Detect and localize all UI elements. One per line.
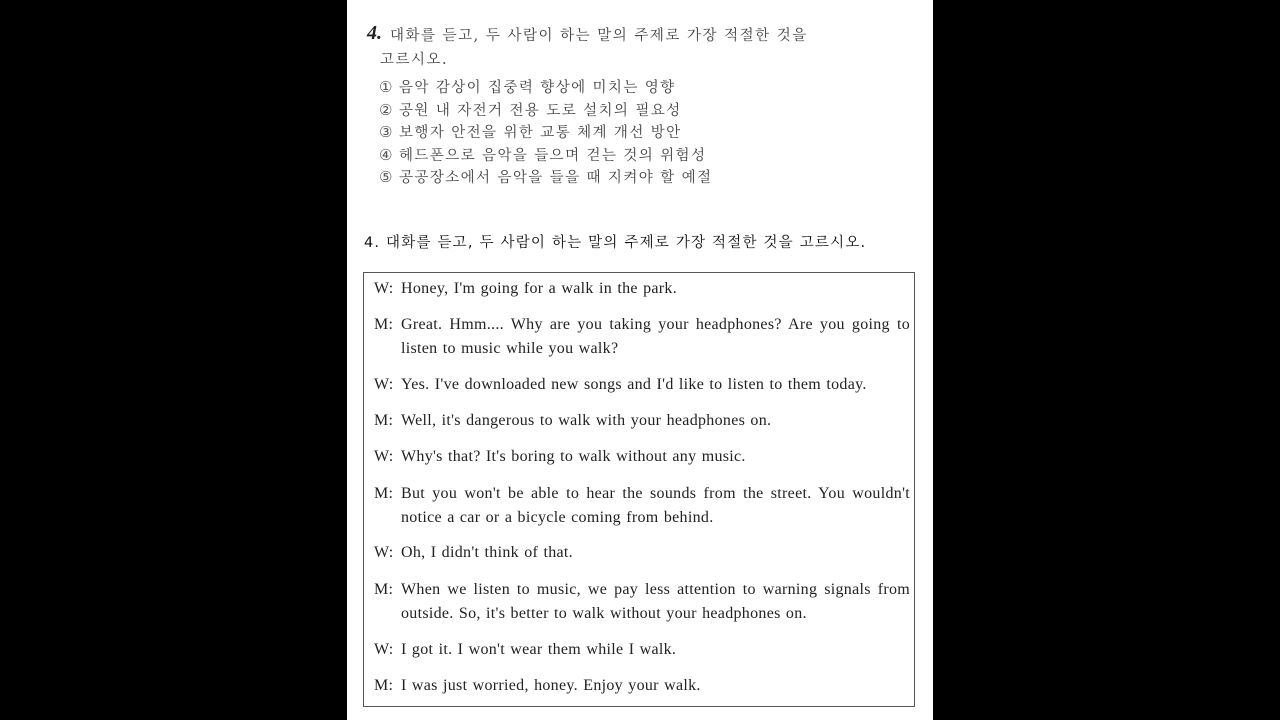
choice-text: 공공장소에서 음악을 들을 때 지켜야 할 예절 (399, 170, 713, 186)
utterance-text: I got it. I won't wear them while I walk. (401, 641, 677, 658)
choice-3 (379, 121, 712, 144)
choice-text: 헤드폰으로 음악을 들으며 걷는 것의 위험성 (399, 147, 707, 164)
choice-text: 공원 내 자전거 전용 도로 설치의 필요성 (399, 102, 682, 119)
utterance-text: When we listen to music, we pay less attention to warning signals from outside. So, it's better to walk without your headphones on. (401, 581, 910, 622)
utterance-text: I was just worried, honey. Enjoy your walk. (401, 677, 701, 694)
dialogue-line (374, 674, 910, 698)
choice-mark: ④ (379, 145, 394, 164)
speaker-label: M: (374, 581, 394, 598)
question-text-line1: 대화를 듣고, 두 사람이 하는 말의 주제로 가장 적절한 것을 (390, 28, 808, 44)
dialogue-line (374, 445, 910, 469)
speaker-label: M: (374, 485, 394, 502)
speaker-label: W: (374, 641, 394, 658)
document-page (347, 0, 933, 720)
choice-5 (379, 166, 712, 189)
dialogue-line (374, 482, 910, 529)
speaker-label: W: (374, 376, 394, 393)
script-heading: 4. 대화를 듣고, 두 사람이 하는 말의 주제로 가장 적절한 것을 고르시오. (364, 235, 867, 251)
speaker-label: M: (374, 677, 394, 694)
choice-mark: ⑤ (379, 168, 394, 186)
question-text-line2: 고르시오. (380, 52, 449, 68)
choice-text: 음악 감상이 집중력 향상에 미치는 영향 (399, 80, 676, 96)
dialogue-box (363, 272, 915, 707)
dialogue-line (374, 578, 910, 625)
choice-2 (379, 99, 712, 122)
dialogue-line (374, 409, 910, 433)
choice-mark: ① (379, 78, 394, 96)
utterance-text: Well, it's dangerous to walk with your headphones on. (401, 412, 772, 429)
utterance-text: Honey, I'm going for a walk in the park. (401, 280, 677, 297)
question-number: 4. (367, 22, 382, 44)
choice-mark: ③ (379, 123, 394, 141)
speaker-label: M: (374, 316, 394, 333)
utterance-text: Why's that? It's boring to walk without any music. (401, 448, 746, 465)
speaker-label: W: (374, 280, 394, 297)
dialogue-line (374, 313, 910, 360)
utterance-text: Great. Hmm.... Why are you taking your headphones? Are you going to listen to music while you walk? (401, 316, 910, 357)
utterance-text: Yes. I've downloaded new songs and I'd like to listen to them today. (401, 376, 867, 393)
answer-choices (379, 76, 712, 189)
dialogue-line (374, 277, 910, 301)
dialogue-line (374, 638, 910, 662)
choice-4 (379, 144, 712, 167)
speaker-label: W: (374, 448, 394, 465)
utterance-text: Oh, I didn't think of that. (401, 544, 573, 561)
dialogue-line (374, 541, 910, 565)
choice-1 (379, 76, 712, 99)
choice-text: 보행자 안전을 위한 교통 체계 개선 방안 (399, 125, 682, 141)
utterance-text: But you won't be able to hear the sounds from the street. You wouldn't notice a car or a bicycle coming from behind. (401, 485, 910, 526)
choice-mark: ② (379, 100, 394, 119)
speaker-label: M: (374, 412, 394, 429)
dialogue-line (374, 373, 910, 397)
speaker-label: W: (374, 544, 394, 561)
